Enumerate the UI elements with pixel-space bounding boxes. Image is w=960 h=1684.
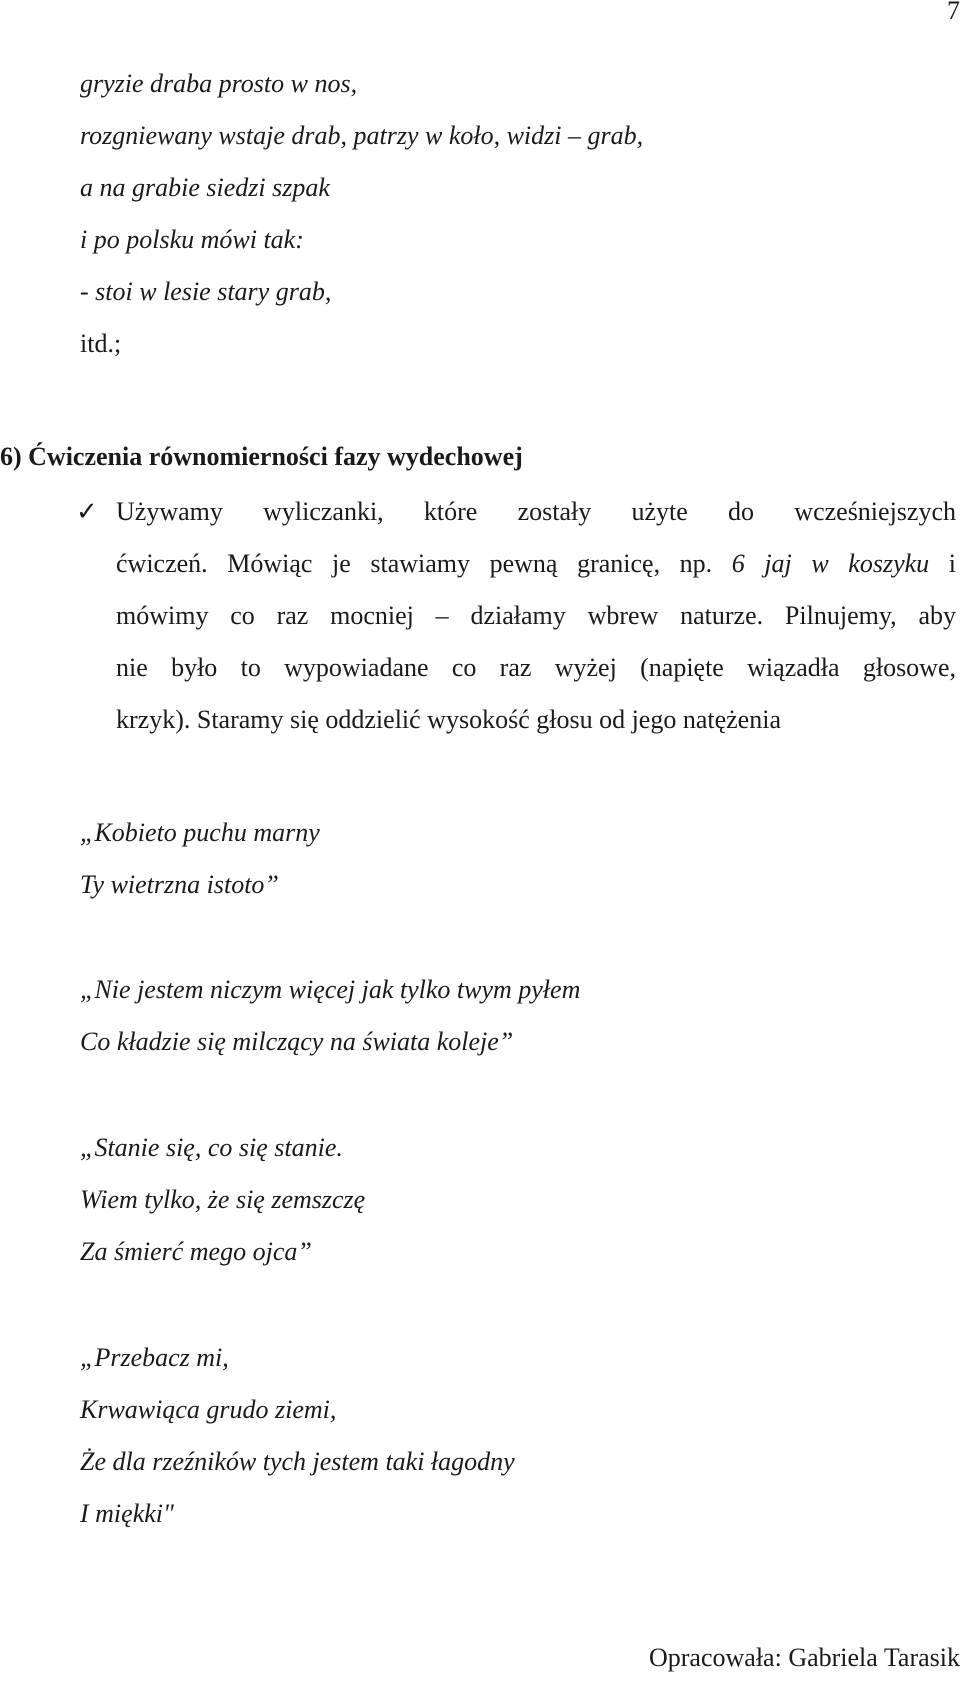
paragraph-line: mówimy co raz mocniej – działamy wbrew naturze. Pilnujemy, aby: [116, 601, 956, 630]
quote-line: „Przebacz mi,: [80, 1343, 229, 1372]
poem-line: rozgniewany wstaje drab, patrzy w koło, widzi – grab,: [80, 121, 644, 150]
paragraph-line: [116, 549, 956, 579]
check-icon: ✓: [76, 497, 98, 526]
quote-line: „Nie jestem niczym więcej jak tylko twym pyłem: [80, 975, 581, 1004]
paragraph-text: i: [929, 549, 956, 578]
poem-line: gryzie draba prosto w nos,: [80, 69, 358, 98]
poem-line: i po polsku mówi tak:: [80, 225, 304, 254]
quote-line: I miękki": [80, 1499, 174, 1528]
quote-line: „Stanie się, co się stanie.: [80, 1133, 343, 1162]
example-phrase: 6 jaj w koszyku: [731, 549, 930, 578]
paragraph-line: nie było to wypowiadane co raz wyżej (napięte wiązadła głosowe,: [116, 653, 956, 682]
section-heading: 6) Ćwiczenia równomierności fazy wydechowej: [0, 442, 523, 471]
poem-line: itd.;: [80, 329, 122, 358]
author-footer: Opracowała: Gabriela Tarasik: [649, 1643, 960, 1672]
paragraph-line: Używamy wyliczanki, które zostały użyte do wcześniejszych: [116, 497, 956, 526]
quote-line: Ty wietrzna istoto”: [80, 870, 279, 899]
quote-line: Krwawiąca grudo ziemi,: [80, 1395, 337, 1424]
paragraph-line: krzyk). Staramy się oddzielić wysokość głosu od jego natężenia: [116, 705, 781, 734]
quote-line: „Kobieto puchu marny: [80, 818, 320, 847]
quote-line: Za śmierć mego ojca”: [80, 1237, 312, 1266]
page-number: 7: [947, 0, 960, 25]
poem-line: a na grabie siedzi szpak: [80, 173, 330, 202]
quote-line: Że dla rzeźników tych jestem taki łagodny: [80, 1447, 515, 1476]
quote-line: Co kładzie się milczący na świata koleje”: [80, 1027, 514, 1056]
quote-line: Wiem tylko, że się zemszczę: [80, 1185, 366, 1214]
paragraph-text: ćwiczeń. Mówiąc je stawiamy pewną granicę, np.: [116, 549, 732, 578]
poem-line: - stoi w lesie stary grab,: [80, 277, 332, 306]
